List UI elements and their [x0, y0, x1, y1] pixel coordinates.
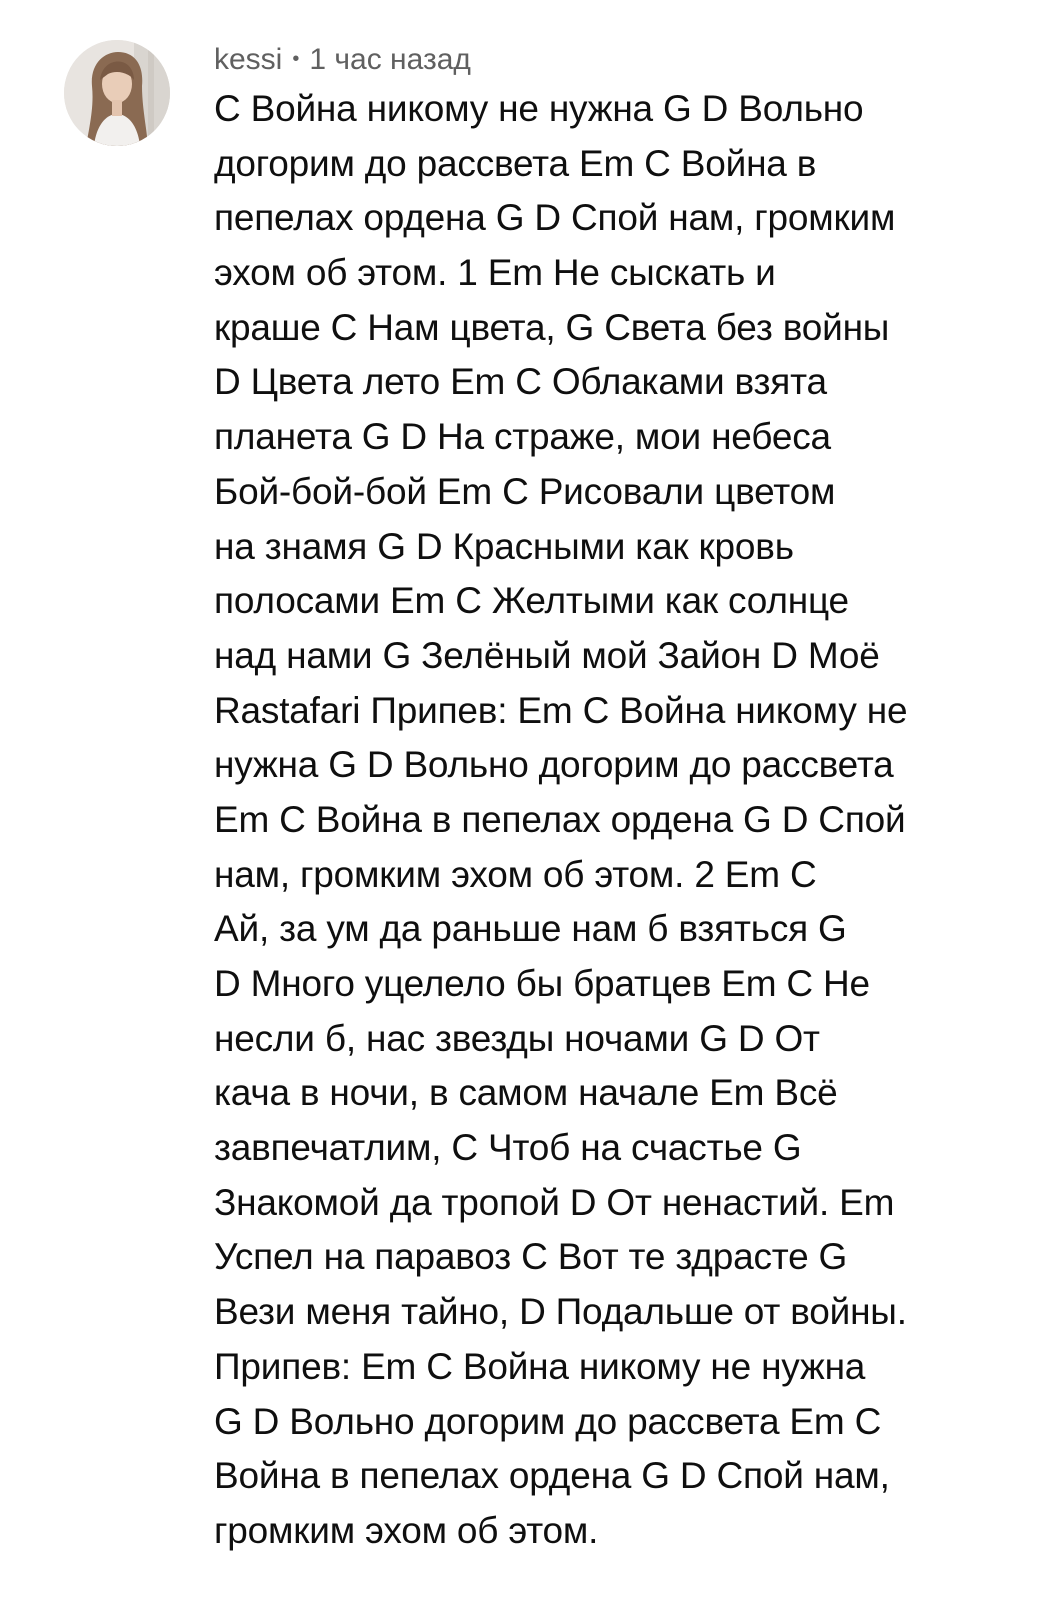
comment-line: громким эхом об этом. — [214, 1509, 599, 1551]
author-name[interactable]: kessi — [214, 43, 283, 76]
comment-line: эхом об этом. 1 Em Не сыскать и — [214, 252, 776, 294]
comment-line: Война в пепелах ордена G D Спой нам, — [214, 1455, 890, 1497]
user-avatar-icon — [64, 40, 170, 146]
comment-line: полосами Em C Желтыми как солнце — [214, 580, 849, 622]
comment-line: D Много уцелело бы братцев Em C Не — [214, 963, 870, 1004]
comment-line: завпечатлим, C Чтоб на счастье G — [214, 1127, 802, 1169]
comment-line: D Цвета лето Em C Облаками взята — [214, 361, 827, 403]
comment-line: Вези меня тайно, D Подальше от войны. — [214, 1291, 907, 1333]
comment-line: Успел на паравоз C Вот те здрасте G — [214, 1236, 848, 1278]
comment-header — [214, 40, 471, 80]
comment-line: над нами G Зелёный мой Зайон D Моё — [214, 634, 880, 676]
comment-line: G D Вольно догорим до рассвета Em C — [214, 1400, 882, 1442]
comment-line: Rastafari Припев: Em C Война никому не — [214, 689, 908, 731]
comment-line: Бой-бой-бой Em C Рисовали цветом — [214, 470, 836, 512]
comment-text — [214, 82, 1044, 1559]
comment-line: кача в ночи, в самом начале Em Всё — [214, 1072, 838, 1114]
meta-separator: • — [292, 47, 300, 70]
comment-line: пепелах ордена G D Спой нам, громким — [214, 197, 896, 239]
comment-line: Знакомой да тропой D От ненастий. Em — [214, 1181, 895, 1223]
comment-line: С Война никому не нужна G D Вольно — [214, 88, 864, 129]
comment-line: несли б, нас звезды ночами G D От — [214, 1017, 820, 1059]
comment-line: догорим до рассвета Em C Война в — [214, 142, 817, 184]
comment-line: Ай, за ум да раньше нам б взяться G — [214, 908, 847, 950]
comment-timestamp[interactable]: 1 час назад — [309, 43, 471, 76]
comment-line: краше C Нам цвета, G Света без войны — [214, 306, 890, 348]
comment-line: Припев: Em C Война никому не нужна — [214, 1345, 866, 1387]
comment-line: на знамя G D Красными как кровь — [214, 525, 794, 567]
comment-line: нужна G D Вольно догорим до рассвета — [214, 744, 894, 786]
comment-line: Em C Война в пепелах ордена G D Спой — [214, 798, 906, 840]
comment-line: нам, громким эхом об этом. 2 Em C — [214, 853, 817, 895]
avatar[interactable] — [64, 40, 170, 146]
comment-line: планета G D На страже, мои небеса — [214, 416, 831, 458]
